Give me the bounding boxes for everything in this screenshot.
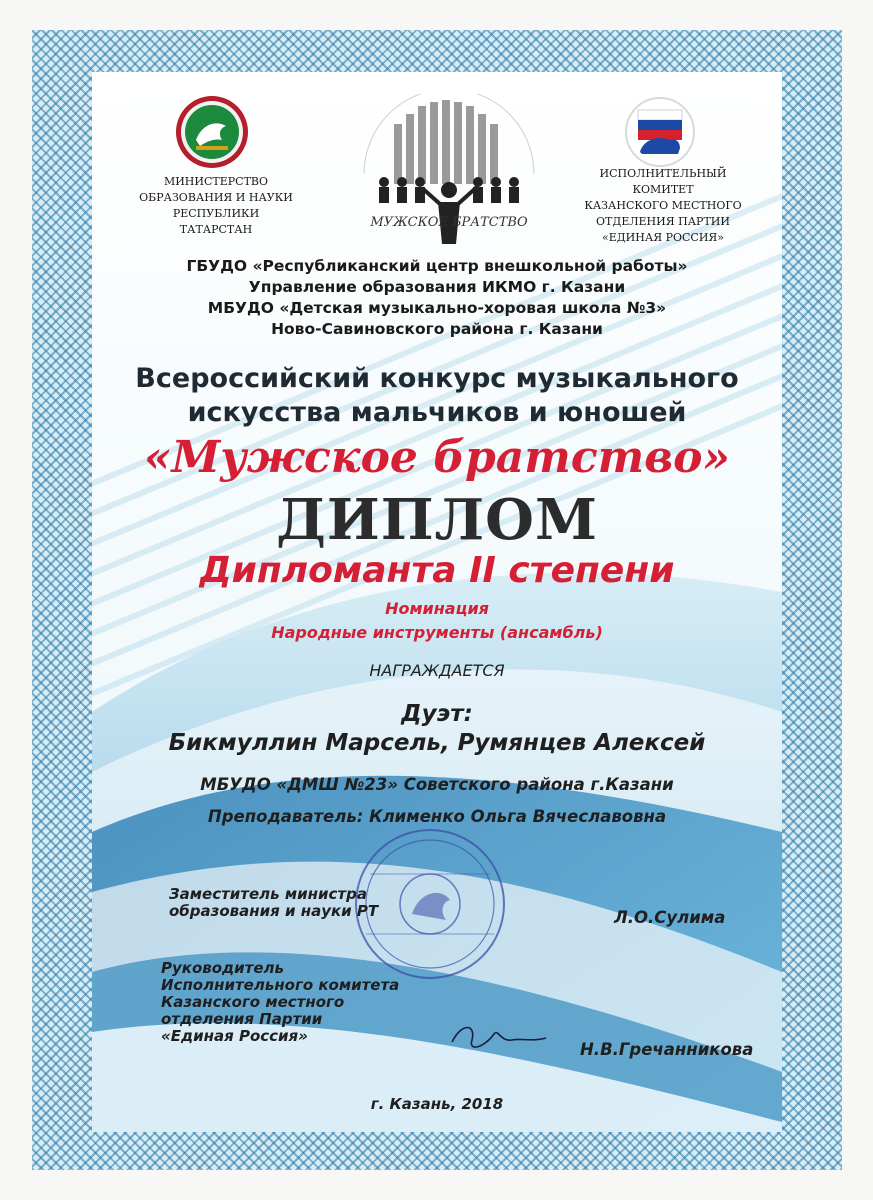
party-caption: ИСПОЛНИТЕЛЬНЫЙ КОМИТЕТ КАЗАНСКОГО МЕСТНОГО ОТДЕЛЕНИЯ ПАРТИИ «ЕДИНАЯ РОССИЯ»: [584, 167, 742, 244]
diploma-title: ДИПЛОМ: [276, 487, 598, 553]
handwritten-signature-icon: [442, 1012, 552, 1062]
competition-name: «Мужское братство»: [144, 432, 730, 483]
organizer-line: МБУДО «Детская музыкально-хоровая школа №3»: [207, 299, 667, 317]
awarded-label: НАГРАЖДАЕТСЯ: [369, 661, 505, 680]
teacher-name: Преподаватель: Клименко Ольга Вячеславовна: [207, 807, 667, 826]
organizer-line: Ново-Савиновского района г. Казани: [271, 320, 603, 338]
competition-title-line: Всероссийский конкурс музыкального: [135, 363, 739, 394]
place-year: г. Казань, 2018: [370, 1095, 504, 1113]
second-signatory-name: Н.В.Гречанникова: [580, 1040, 754, 1059]
competition-title: [92, 362, 782, 430]
organ-choir-logo-icon: [354, 94, 544, 252]
contest-logo-text: МУЖСКОЕ БРАТСТВО: [370, 215, 528, 230]
second-signatory-title: Руководитель Исполнительного комитета Казанского местного отделения Партии «Единая Россия»: [161, 959, 400, 1045]
first-signatory-name: Л.О.Сулима: [614, 908, 726, 927]
ministry-caption: МИНИСТЕРСТВО ОБРАЗОВАНИЯ И НАУКИ РЕСПУБЛИКИ ТАТАРСТАН: [139, 175, 293, 236]
nomination-value: Народные инструменты (ансамбль): [271, 623, 603, 642]
diploma-degree: Дипломанта II степени: [199, 550, 675, 591]
nomination-label: Номинация: [385, 599, 489, 618]
organizers-block: [92, 256, 782, 340]
first-signatory-title: Заместитель министра образования и науки РТ: [169, 885, 379, 920]
united-russia-bear-icon: [620, 94, 700, 170]
diploma-paper: [92, 72, 782, 1132]
organizer-line: Управление образования ИКМО г. Казани: [248, 278, 626, 296]
tatarstan-emblem-icon: [174, 94, 250, 170]
recipient-names: Бикмуллин Марсель, Румянцев Алексей: [168, 730, 706, 756]
school-name: МБУДО «ДМШ №23» Советского района г.Казани: [200, 775, 674, 794]
recipient-type: Дуэт:: [401, 701, 473, 727]
competition-title-line: искусства мальчиков и юношей: [187, 397, 687, 428]
organizer-line: ГБУДО «Республиканский центр внешкольной работы»: [186, 257, 688, 275]
